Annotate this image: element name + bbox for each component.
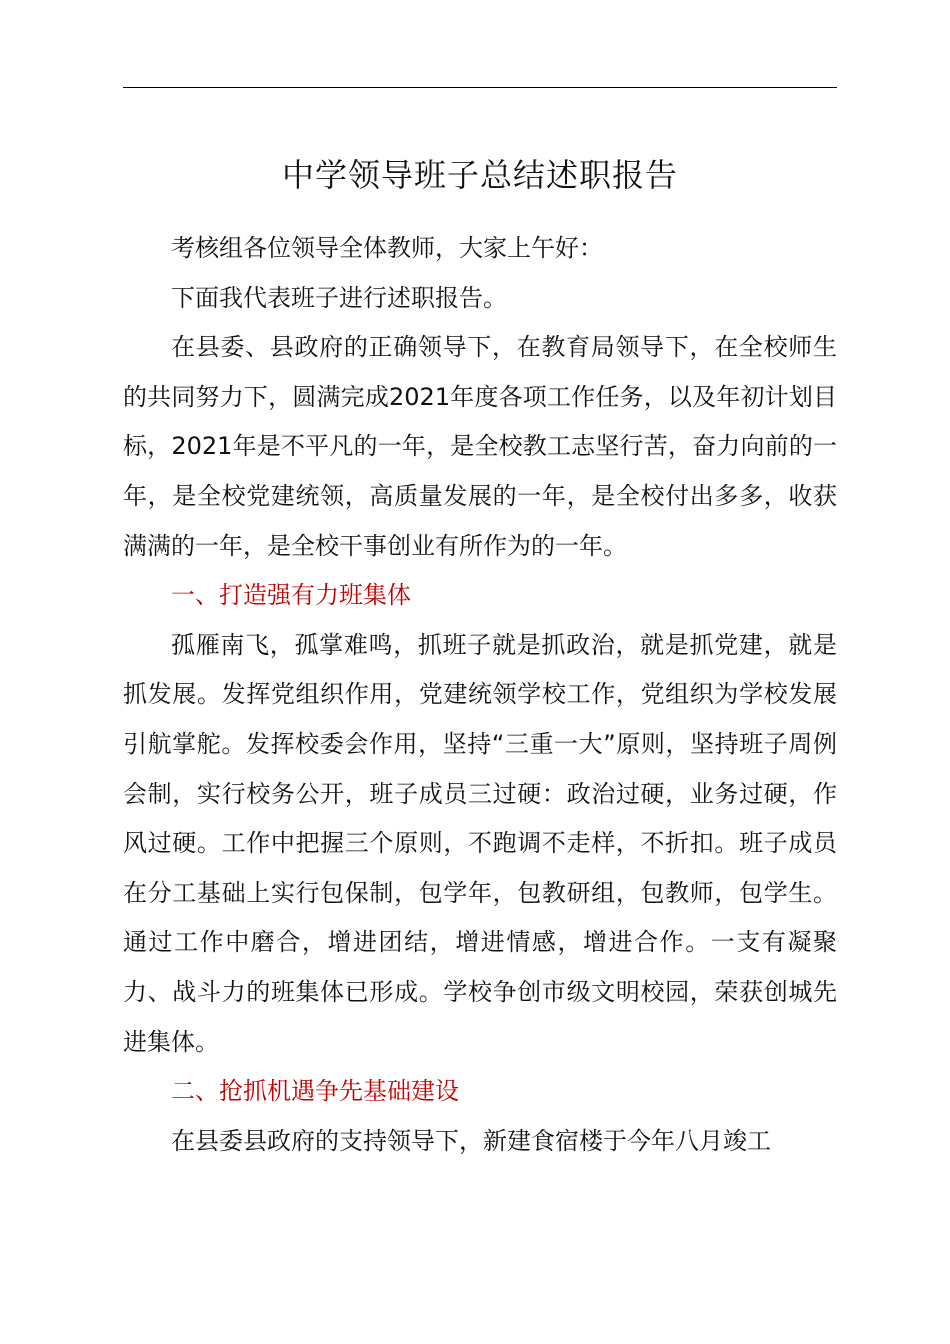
section-heading-2: 二、抢抓机遇争先基础建设: [171, 1077, 459, 1106]
document-body: [123, 224, 837, 1166]
header-rule: [123, 87, 837, 88]
section-body-1: 孤雁南飞，孤掌难鸣，抓班子就是抓政治，就是抓党建，就是抓发展。发挥党组织作用，党建统领学校工作，党组织为学校发展引航掌舵。发挥校委会作用，坚持“三重一大”原则，坚持班子周例会制，实行校务公开，班子成员三过硬：政治过硬，业务过硬，作风过硬。工作中把握三个原则，不跑调不走样，不折扣。班子成员在分工基础上实行包保制，包学年，包教研组，包教师，包学生。通过工作中磨合，增进团结，增进情感，增进合作。一支有凝聚力、战斗力的班集体已形成。学校争创市级文明校园，荣获创城先进集体。: [123, 630, 837, 1056]
section-heading-1: 一、打造强有力班集体: [171, 581, 411, 610]
greeting-paragraph: 考核组各位领导全体教师，大家上午好：: [171, 234, 603, 262]
intro-paragraph: 下面我代表班子进行述职报告。: [171, 283, 507, 312]
section-body-2: 在县委县政府的支持领导下，新建食宿楼于今年八月竣工: [171, 1126, 771, 1155]
overview-paragraph: 在县委、县政府的正确领导下，在教育局领导下，在全校师生的共同努力下，圆满完成2021年度各项工作任务，以及年初计划目标，2021年是不平凡的一年，是全校教工志坚行苦，奋力向前的一年，是全校党建统领，高质量发展的一年，是全校付出多多，收获满满的一年，是全校干事创业有所作为的一年。: [123, 333, 837, 560]
document-title: 中学领导班子总结述职报告: [281, 156, 678, 194]
